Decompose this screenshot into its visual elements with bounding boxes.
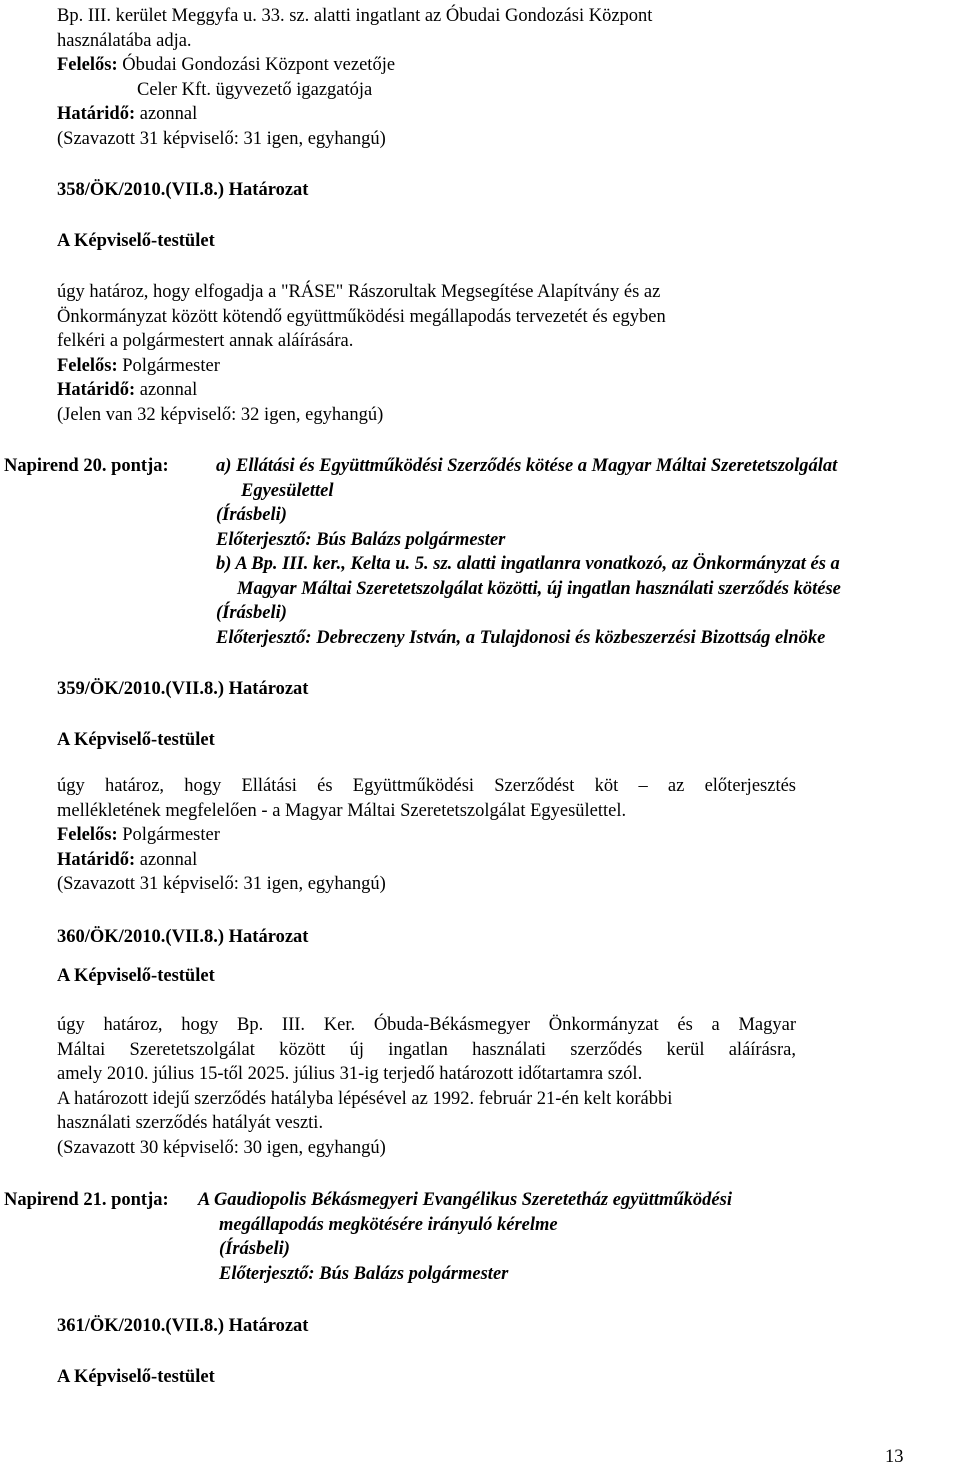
felelos-label: Felelős: [57,55,118,75]
resolution-358-felelos [57,354,220,379]
agenda-21-line-1: A Gaudiopolis Békásmegyeri Evangélikus Szeretetház együttműködési [198,1190,732,1210]
agenda-20-b-line-2: Magyar Máltai Szeretetszolgálat közötti, új ingatlan használati szerződés kötése [237,579,841,599]
top-felelos [57,53,395,78]
hatarido-value: azonnal [139,104,198,124]
agenda-21-label: Napirend 21. pontja: [4,1190,169,1210]
top-vote: (Szavazott 31 képviselő: 31 igen, egyhangú) [57,129,386,149]
resolution-359-title: 359/ÖK/2010.(VII.8.) Határozat [57,679,309,699]
felelos-value: Polgármester [122,825,220,845]
resolution-358-title: 358/ÖK/2010.(VII.8.) Határozat [57,180,309,200]
top-line-1: Bp. III. kerület Meggyfa u. 33. sz. alatti ingatlant az Óbudai Gondozási Központ [57,6,653,26]
agenda-20-a-line-3: (Írásbeli) [216,505,287,525]
agenda-21-line-3: (Írásbeli) [219,1239,290,1259]
resolution-360-text-2: Máltai Szeretetszolgálat között új ingatlan használati szerződés kerül aláírásra, [57,1040,796,1060]
resolution-360-title: 360/ÖK/2010.(VII.8.) Határozat [57,927,309,947]
agenda-21-line-4: Előterjesztő: Bús Balázs polgármester [219,1264,509,1284]
resolution-358-text-1: úgy határoz, hogy elfogadja a "RÁSE" Rászorultak Megsegítése Alapítvány és az [57,282,661,302]
resolution-358-text-2: Önkormányzat között kötendő együttműködési megállapodás tervezetét és egyben [57,307,666,327]
agenda-20-a-line-4: Előterjesztő: Bús Balázs polgármester [216,530,506,550]
resolution-360-text-5: használati szerződés hatályát veszti. [57,1113,324,1133]
hatarido-label: Határidő: [57,850,136,870]
felelos-value: Óbudai Gondozási Központ vezetője [122,55,396,75]
resolution-358-body-title: A Képviselő-testület [57,231,215,251]
top-line-2: használatába adja. [57,31,192,51]
resolution-360-vote: (Szavazott 30 képviselő: 30 igen, egyhangú) [57,1138,386,1158]
hatarido-value: azonnal [139,380,198,400]
resolution-359-text-2: mellékletének megfelelően - a Magyar Máltai Szeretetszolgálat Egyesülettel. [57,801,627,821]
resolution-360-text-3: amely 2010. július 15-től 2025. július 31-ig terjedő határozott időtartamra szól. [57,1064,643,1084]
page-number: 13 [885,1447,904,1467]
agenda-20-b-line-4: Előterjesztő: Debreczeny István, a Tulajdonosi és közbeszerzési Bizottság elnöke [216,628,826,648]
felelos-label: Felelős: [57,356,118,376]
top-felelos-2: Celer Kft. ügyvezető igazgatója [137,80,373,100]
resolution-360-text-4: A határozott idejű szerződés hatályba lépésével az 1992. február 21-én kelt korábbi [57,1089,673,1109]
resolution-358-hatarido [57,378,197,403]
agenda-20-a-line-1: a) Ellátási és Együttműködési Szerződés kötése a Magyar Máltai Szeretetszolgálat [216,456,838,476]
resolution-361-body-title: A Képviselő-testület [57,1367,215,1387]
agenda-21-line-2: megállapodás megkötésére irányuló kérelme [219,1215,558,1235]
resolution-360-text-1: úgy határoz, hogy Bp. III. Ker. Óbuda-Békásmegyer Önkormányzat és a Magyar [57,1015,796,1035]
resolution-359-vote: (Szavazott 31 képviselő: 31 igen, egyhangú) [57,874,386,894]
hatarido-label: Határidő: [57,104,136,124]
felelos-label: Felelős: [57,825,118,845]
resolution-358-text-3: felkéri a polgármestert annak aláírására. [57,331,354,351]
resolution-359-text-1: úgy határoz, hogy Ellátási és Együttműködési Szerződést köt – az előterjesztés [57,776,796,796]
resolution-361-title: 361/ÖK/2010.(VII.8.) Határozat [57,1316,309,1336]
agenda-20-b-line-3: (Írásbeli) [216,603,287,623]
top-hatarido [57,102,197,127]
agenda-20-a-line-2: Egyesülettel [241,481,334,501]
hatarido-label: Határidő: [57,380,136,400]
resolution-360-body-title: A Képviselő-testület [57,966,215,986]
agenda-20-label: Napirend 20. pontja: [4,456,169,476]
resolution-359-hatarido [57,848,197,873]
hatarido-value: azonnal [139,850,198,870]
resolution-358-vote: (Jelen van 32 képviselő: 32 igen, egyhangú) [57,405,384,425]
felelos-value: Polgármester [122,356,220,376]
resolution-359-felelos [57,823,220,848]
agenda-20-b-line-1: b) A Bp. III. ker., Kelta u. 5. sz. alatti ingatlanra vonatkozó, az Önkormányzat és a [216,554,840,574]
resolution-359-body-title: A Képviselő-testület [57,730,215,750]
